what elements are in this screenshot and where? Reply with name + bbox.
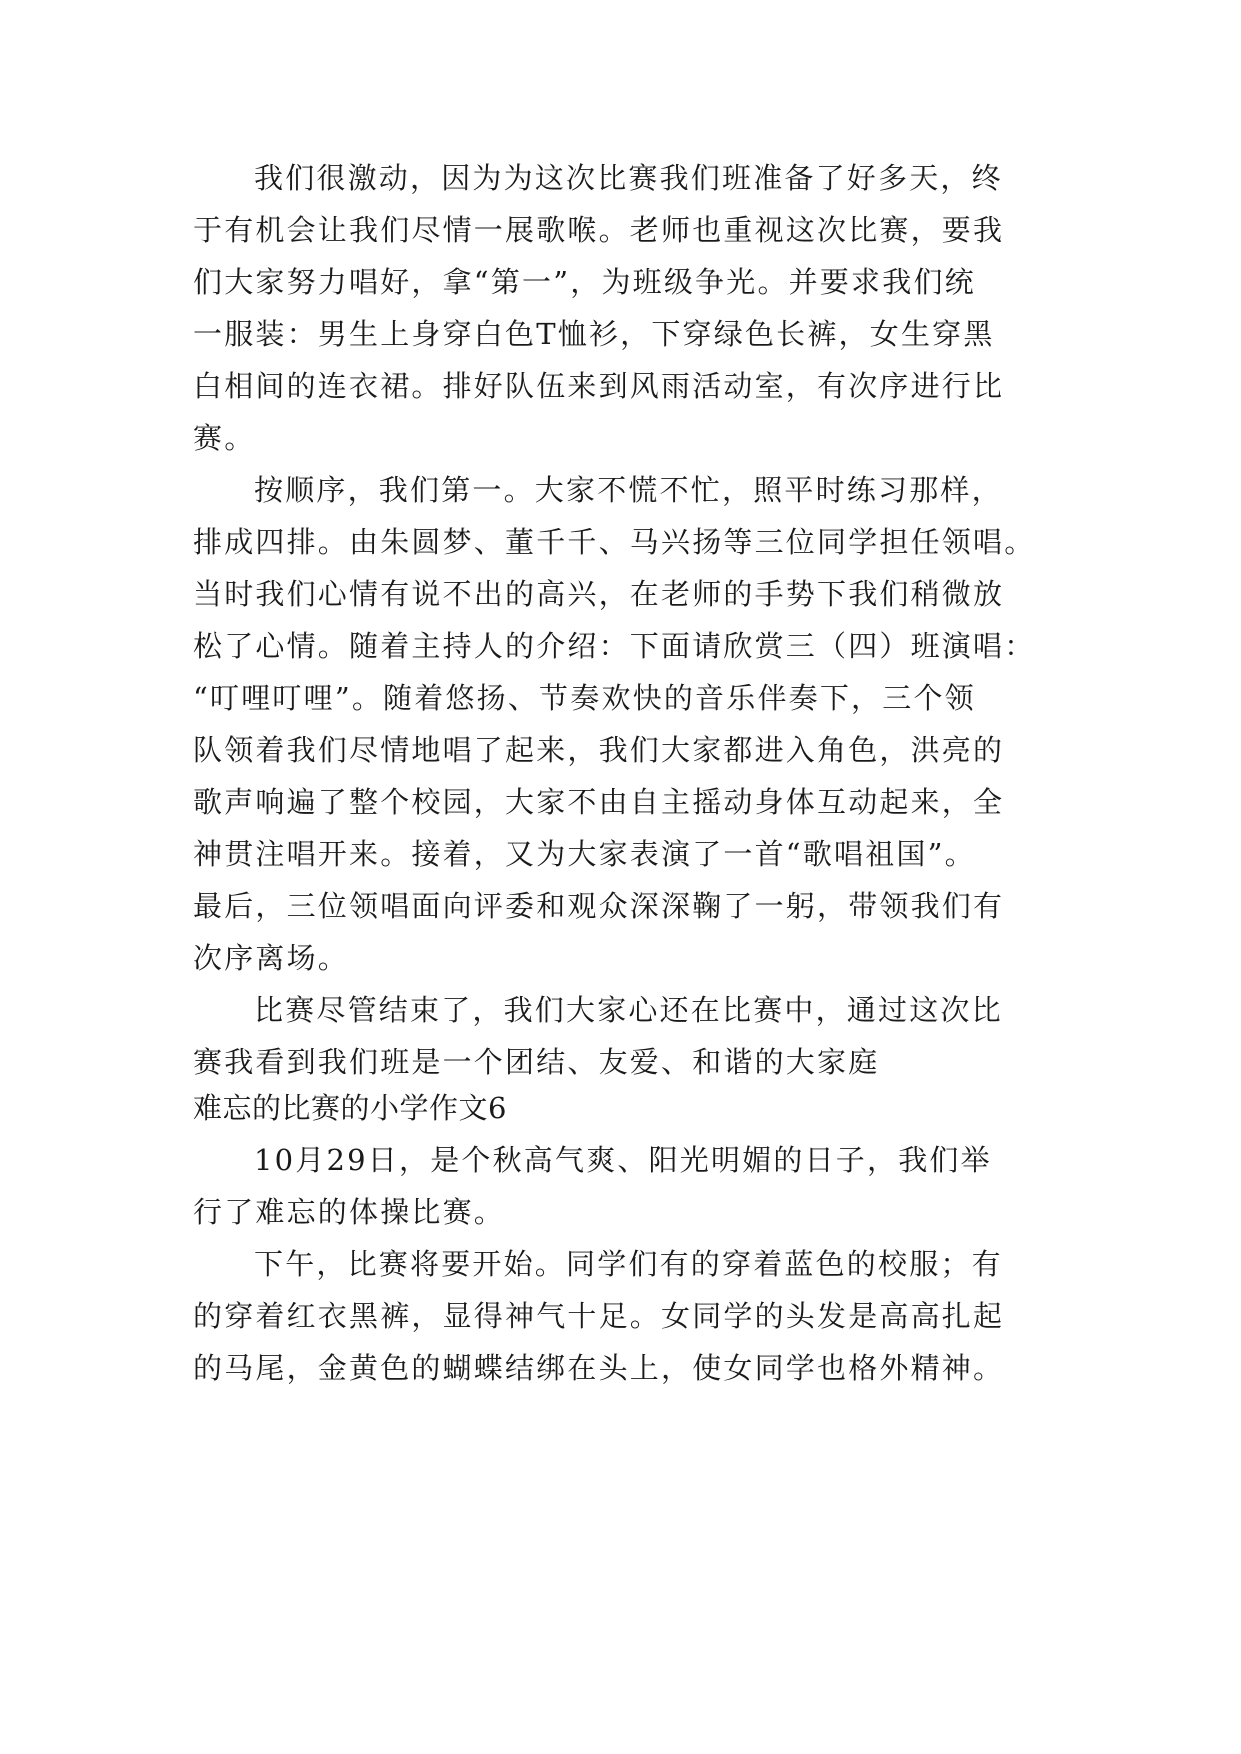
text-line: 歌声响遍了整个校园，大家不由自主摇动身体互动起来，全 [193,785,1005,819]
text-line: 赛。 [193,421,256,455]
text-line: 下午，比赛将要开始。同学们有的穿着蓝色的校服；有 [254,1247,1003,1281]
text-line: 队领着我们尽情地唱了起来，我们大家都进入角色，洪亮的 [193,733,1005,767]
text-line: 次序离场。 [193,941,350,975]
text-line: 白相间的连衣裙。排好队伍来到风雨活动室，有次序进行比 [193,369,1005,403]
text-line: 当时我们心情有说不出的高兴，在老师的手势下我们稍微放 [193,577,1005,611]
text-line: 我们很激动，因为为这次比赛我们班准备了好多天，终 [254,161,1003,195]
text-line: 松了心情。随着主持人的介绍：下面请欣赏三（四）班演唱： [193,629,1036,663]
text-line: 比赛尽管结束了，我们大家心还在比赛中，通过这次比 [254,993,1003,1027]
text-line: 的马尾，金黄色的蝴蝶结绑在头上，使女同学也格外精神。 [193,1351,1005,1385]
text-line: 赛我看到我们班是一个团结、友爱、和谐的大家庭 [193,1045,880,1079]
text-line: 的穿着红衣黑裤，显得神气十足。女同学的头发是高高扎起 [193,1299,1005,1333]
text-line: 们大家努力唱好，拿“第一”，为班级争光。并要求我们统 [193,265,976,299]
text-line: 神贯注唱开来。接着，又为大家表演了一首“歌唱祖国”。 [193,837,976,871]
text-line: “叮哩叮哩”。随着悠扬、节奏欢快的音乐伴奏下，三个领 [193,681,976,715]
text-line: 10月29日，是个秋高气爽、阳光明媚的日子，我们举 [254,1143,992,1177]
text-line: 排成四排。由朱圆梦、董千千、马兴扬等三位同学担任领唱。 [193,525,1036,559]
section-title: 难忘的比赛的小学作文6 [193,1091,507,1125]
text-line: 最后，三位领唱面向评委和观众深深鞠了一躬，带领我们有 [193,889,1005,923]
text-line: 行了难忘的体操比赛。 [193,1195,506,1229]
text-line: 按顺序，我们第一。大家不慌不忙，照平时练习那样， [254,473,1003,507]
text-line: 一服装：男生上身穿白色T恤衫，下穿绿色长裤，女生穿黑 [193,317,995,351]
text-line: 于有机会让我们尽情一展歌喉。老师也重视这次比赛，要我 [193,213,1005,247]
